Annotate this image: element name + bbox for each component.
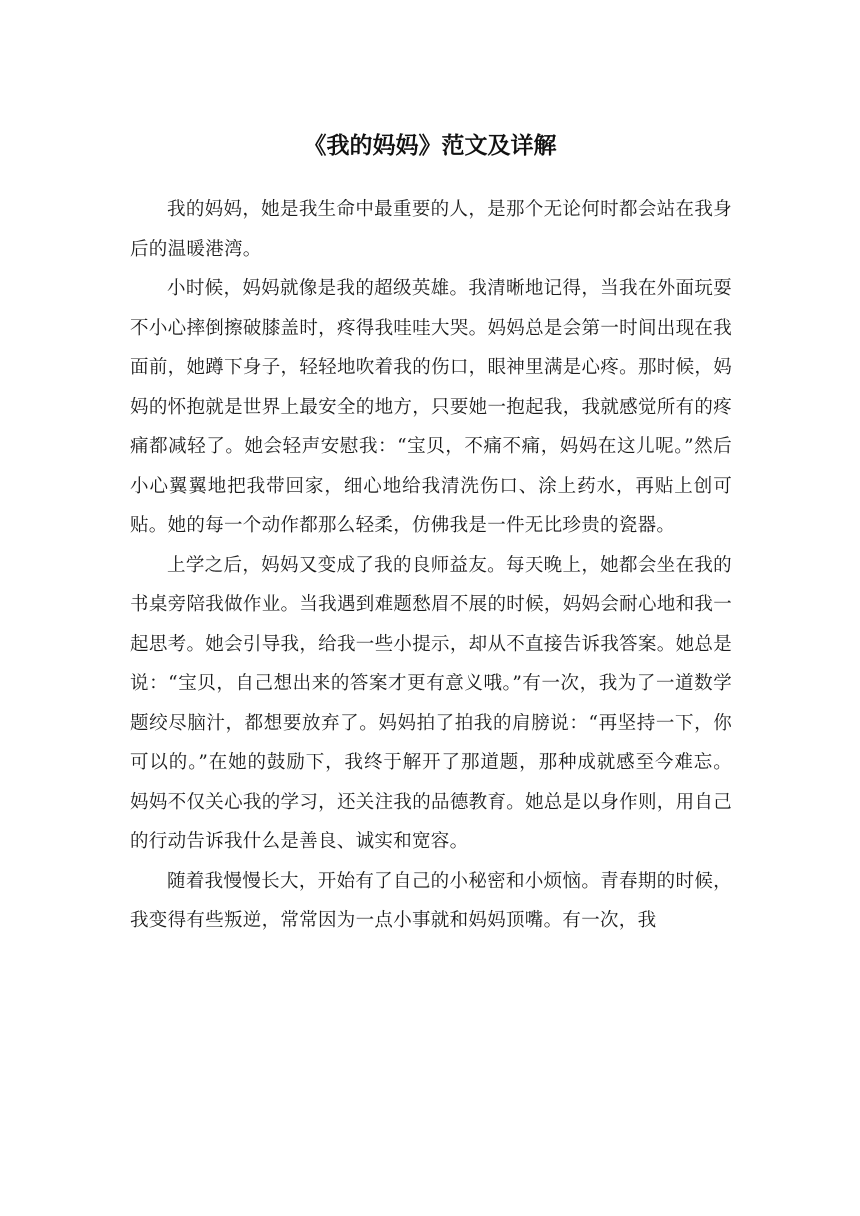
essay-body <box>130 190 732 941</box>
essay-paragraph-4: 随着我慢慢长大，开始有了自己的小秘密和小烦恼。青春期的时候，我变得有些叛逆，常常因为一点小事就和妈妈顶嘴。有一次，我 <box>130 870 732 931</box>
document-title: 《我的妈妈》范文及详解 <box>303 132 557 159</box>
essay-paragraph-2: 小时候，妈妈就像是我的超级英雄。我清晰地记得，当我在外面玩耍不小心摔倒擦破膝盖时，疼得我哇哇大哭。妈妈总是会第一时间出现在我面前，她蹲下身子，轻轻地吹着我的伤口，眼神里满是心疼。那时候，妈妈的怀抱就是世界上最安全的地方，只要她一抱起我，我就感觉所有的疼痛都减轻了。她会轻声安慰我：“宝贝，不痛不痛，妈妈在这儿呢。”然后小心翼翼地把我带回家，细心地给我清洗伤口、涂上药水，再贴上创可贴。她的每一个动作都那么轻柔，仿佛我是一件无比珍贵的瓷器。 <box>130 278 732 536</box>
essay-paragraph-1: 我的妈妈，她是我生命中最重要的人，是那个无论何时都会站在我身后的温暖港湾。 <box>130 199 732 260</box>
essay-paragraph-3: 上学之后，妈妈又变成了我的良师益友。每天晚上，她都会坐在我的书桌旁陪我做作业。当我遇到难题愁眉不展的时候，妈妈会耐心地和我一起思考。她会引导我，给我一些小提示，却从不直接告诉我答案。她总是说：“宝贝，自己想出来的答案才更有意义哦。”有一次，我为了一道数学题绞尽脑汁，都想要放弃了。妈妈拍了拍我的肩膀说：“再坚持一下，你可以的。”在她的鼓励下，我终于解开了那道题，那种成就感至今难忘。妈妈不仅关心我的学习，还关注我的品德教育。她总是以身作则，用自己的行动告诉我什么是善良、诚实和宽容。 <box>130 554 732 852</box>
